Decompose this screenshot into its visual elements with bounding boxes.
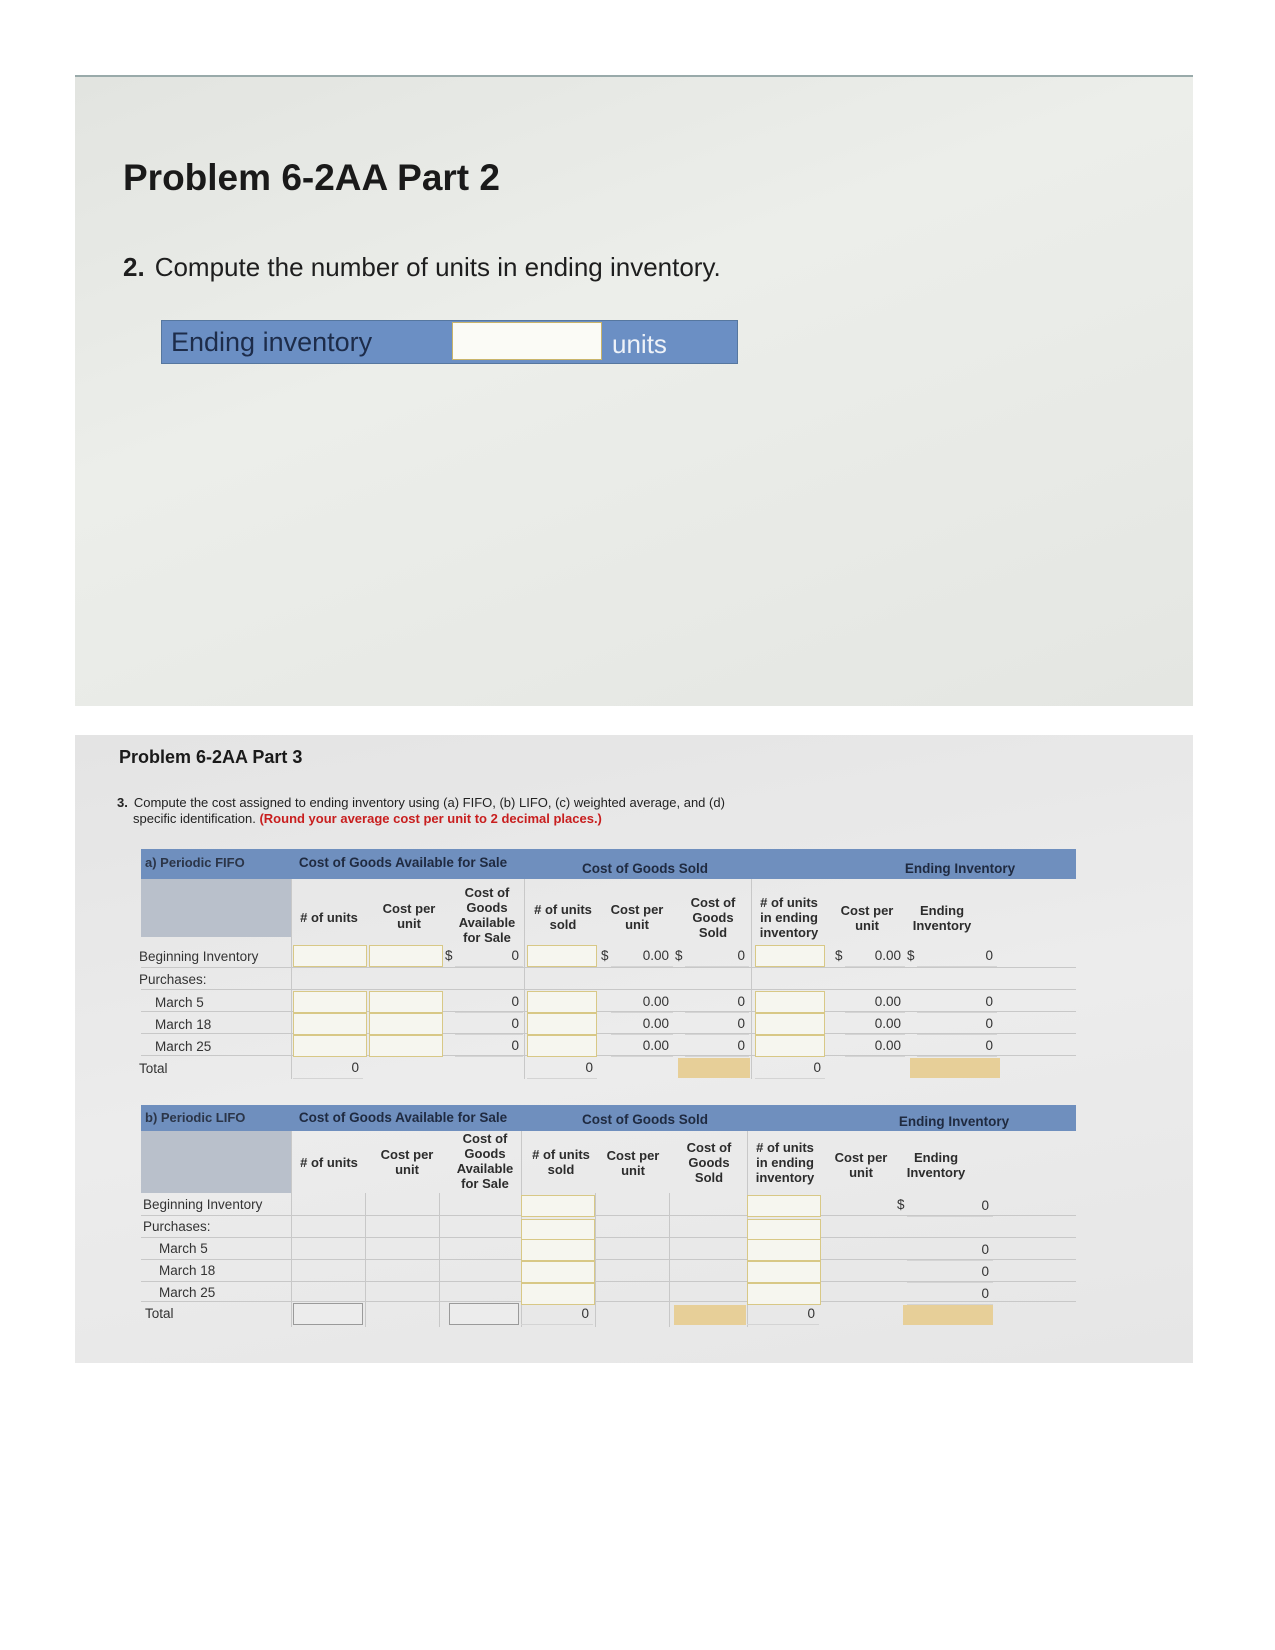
fifo-m18-cost-end: 0.00: [845, 1013, 905, 1035]
question-number: 3.: [117, 795, 128, 810]
lifo-m18-ending: 0: [907, 1261, 993, 1283]
lifo-m25-units-sold-input[interactable]: [521, 1283, 595, 1305]
fifo-beg-cost-sold: 0.00: [611, 945, 673, 967]
lifo-m18-units-end-input[interactable]: [747, 1261, 821, 1283]
fifo-m25-units-end-input[interactable]: [755, 1035, 825, 1057]
col-units-sold: # of units sold: [534, 902, 592, 932]
lifo-m18-units-sold-input[interactable]: [521, 1261, 595, 1283]
lifo-total-cogas: [449, 1303, 519, 1325]
fifo-header-sold: Cost of Goods Sold: [582, 861, 708, 876]
col-cogs: Cost of Goods Sold: [686, 1140, 732, 1185]
col-units-sold: # of units sold: [532, 1147, 590, 1177]
lifo-m25-ending: 0: [907, 1283, 993, 1305]
fifo-m5-ending: 0: [917, 991, 997, 1013]
col-cost-per-unit-ending: Cost per unit: [840, 903, 894, 933]
lifo-beg-units-end-input[interactable]: [747, 1195, 821, 1217]
lifo-beg-ending: 0: [907, 1195, 993, 1217]
fifo-beg-cost-input[interactable]: [369, 945, 443, 967]
question-text: Compute the number of units in ending inventory.: [154, 252, 721, 282]
row-purchases: Purchases:: [143, 1219, 211, 1234]
part3-question: [117, 795, 725, 827]
lifo-header-ending: Ending Inventory: [898, 1114, 1010, 1129]
question-line-1: Compute the cost assigned to ending inventory using (a) FIFO, (b) LIFO, (c) weighted average, and (d): [133, 795, 725, 810]
fifo-m25-cost-sold: 0.00: [611, 1035, 673, 1057]
fifo-header-available: Cost of Goods Available for Sale: [298, 855, 508, 870]
fifo-m5-cost-end: 0.00: [845, 991, 905, 1013]
fifo-beg-ending: 0: [917, 945, 997, 967]
lifo-total-cogs: [674, 1305, 746, 1325]
fifo-m5-units-input[interactable]: [293, 991, 367, 1013]
fifo-m18-units-input[interactable]: [293, 1013, 367, 1035]
row-beginning: Beginning Inventory: [139, 949, 259, 964]
lifo-section-label: b) Periodic LIFO: [145, 1110, 246, 1125]
fifo-dollar-sign: $: [601, 948, 609, 963]
fifo-m25-cost-input[interactable]: [369, 1035, 443, 1057]
col-ending-inventory: Ending Inventory: [906, 1150, 966, 1180]
fifo-m5-units-end-input[interactable]: [755, 991, 825, 1013]
lifo-total-units-sold: 0: [521, 1303, 593, 1325]
lifo-dollar-sign: $: [897, 1197, 905, 1212]
col-ending-inventory: Ending Inventory: [912, 903, 972, 933]
col-cost-per-unit-ending: Cost per unit: [834, 1150, 888, 1180]
col-cost-per-unit: Cost per unit: [382, 901, 436, 931]
fifo-beg-units-end-input[interactable]: [755, 945, 825, 967]
fifo-m5-cogas: 0: [455, 991, 523, 1013]
col-cogas: Cost of Goods Available for Sale: [458, 885, 516, 945]
fifo-m5-cost-input[interactable]: [369, 991, 443, 1013]
col-cost-per-unit-sold: Cost per unit: [606, 1148, 660, 1178]
fifo-header-ending: Ending Inventory: [904, 861, 1016, 876]
fifo-beg-cogas: 0: [455, 945, 523, 967]
question-line-2: specific identification.: [133, 811, 256, 826]
part3-title: Problem 6-2AA Part 3: [119, 747, 303, 767]
row-beginning: Beginning Inventory: [143, 1197, 263, 1212]
fifo-dollar-sign: $: [445, 948, 453, 963]
fifo-beg-units-sold-input[interactable]: [527, 945, 597, 967]
lifo-total-units: [293, 1303, 363, 1325]
lifo-purch-units-end-input[interactable]: [747, 1219, 821, 1241]
fifo-beg-cogs: 0: [685, 945, 749, 967]
row-march-25: March 25: [159, 1285, 216, 1300]
row-march-25: March 25: [155, 1039, 212, 1054]
col-units-ending: # of units in ending inventory: [759, 895, 819, 940]
row-march-5: March 5: [159, 1241, 208, 1256]
fifo-dollar-sign: $: [835, 948, 843, 963]
lifo-m5-ending: 0: [907, 1239, 993, 1261]
lifo-beg-units-sold-input[interactable]: [521, 1195, 595, 1217]
question-number: 2.: [123, 252, 145, 282]
fifo-dollar-sign: $: [907, 948, 915, 963]
fifo-m18-units-end-input[interactable]: [755, 1013, 825, 1035]
col-cogas: Cost of Goods Available for Sale: [456, 1131, 514, 1191]
fifo-m5-units-sold-input[interactable]: [527, 991, 597, 1013]
part2-title: Problem 6-2AA Part 2: [123, 157, 500, 198]
fifo-total-units-sold: 0: [527, 1057, 597, 1079]
lifo-header-sold: Cost of Goods Sold: [582, 1112, 708, 1127]
row-total: Total: [145, 1306, 174, 1321]
row-march-18: March 18: [155, 1017, 212, 1032]
col-units: # of units: [300, 1155, 358, 1170]
lifo-header-available: Cost of Goods Available for Sale: [298, 1110, 508, 1125]
fifo-section-label: a) Periodic FIFO: [145, 855, 245, 870]
fifo-m25-units-input[interactable]: [293, 1035, 367, 1057]
row-purchases: Purchases:: [139, 972, 207, 987]
col-cost-per-unit: Cost per unit: [380, 1147, 434, 1177]
fifo-m18-ending: 0: [917, 1013, 997, 1035]
row-march-5: March 5: [155, 995, 204, 1010]
fifo-total-units-end: 0: [755, 1057, 825, 1079]
lifo-m5-units-end-input[interactable]: [747, 1239, 821, 1261]
fifo-m25-cogs: 0: [685, 1035, 749, 1057]
fifo-beg-units-input[interactable]: [293, 945, 367, 967]
part3-screenshot: [75, 735, 1193, 1363]
col-units-ending: # of units in ending inventory: [755, 1140, 815, 1185]
lifo-purch-units-sold-input[interactable]: [521, 1219, 595, 1241]
fifo-total-ending: [910, 1058, 1000, 1078]
fifo-total-units: 0: [293, 1057, 363, 1079]
fifo-total-cogs: [678, 1058, 750, 1078]
part2-question: [123, 252, 721, 283]
fifo-m5-cost-sold: 0.00: [611, 991, 673, 1013]
row-total: Total: [139, 1061, 168, 1076]
row-march-18: March 18: [159, 1263, 216, 1278]
fifo-m25-cost-end: 0.00: [845, 1035, 905, 1057]
lifo-m5-units-sold-input[interactable]: [521, 1239, 595, 1261]
fifo-m25-units-sold-input[interactable]: [527, 1035, 597, 1057]
part2-screenshot: [75, 75, 1193, 706]
fifo-m25-cogas: 0: [455, 1035, 523, 1057]
fifo-beg-cost-end: 0.00: [845, 945, 905, 967]
fifo-m18-cogas: 0: [455, 1013, 523, 1035]
fifo-dollar-sign: $: [675, 948, 683, 963]
units-label: units: [612, 329, 667, 359]
fifo-m5-cogs: 0: [685, 991, 749, 1013]
fifo-m18-cost-input[interactable]: [369, 1013, 443, 1035]
fifo-m18-cogs: 0: [685, 1013, 749, 1035]
lifo-m25-units-end-input[interactable]: [747, 1283, 821, 1305]
ending-inventory-label: Ending inventory: [171, 327, 373, 357]
ending-inventory-units-input[interactable]: [452, 322, 602, 360]
rounding-note: (Round your average cost per unit to 2 decimal places.): [259, 811, 602, 826]
fifo-m18-units-sold-input[interactable]: [527, 1013, 597, 1035]
fifo-m25-ending: 0: [917, 1035, 997, 1057]
fifo-m18-cost-sold: 0.00: [611, 1013, 673, 1035]
col-cost-per-unit-sold: Cost per unit: [610, 902, 664, 932]
ending-inventory-row: [161, 320, 738, 364]
lifo-total-ending: [903, 1305, 993, 1325]
col-cogs: Cost of Goods Sold: [690, 895, 736, 940]
col-units: # of units: [300, 910, 358, 925]
lifo-total-units-end: 0: [747, 1303, 819, 1325]
